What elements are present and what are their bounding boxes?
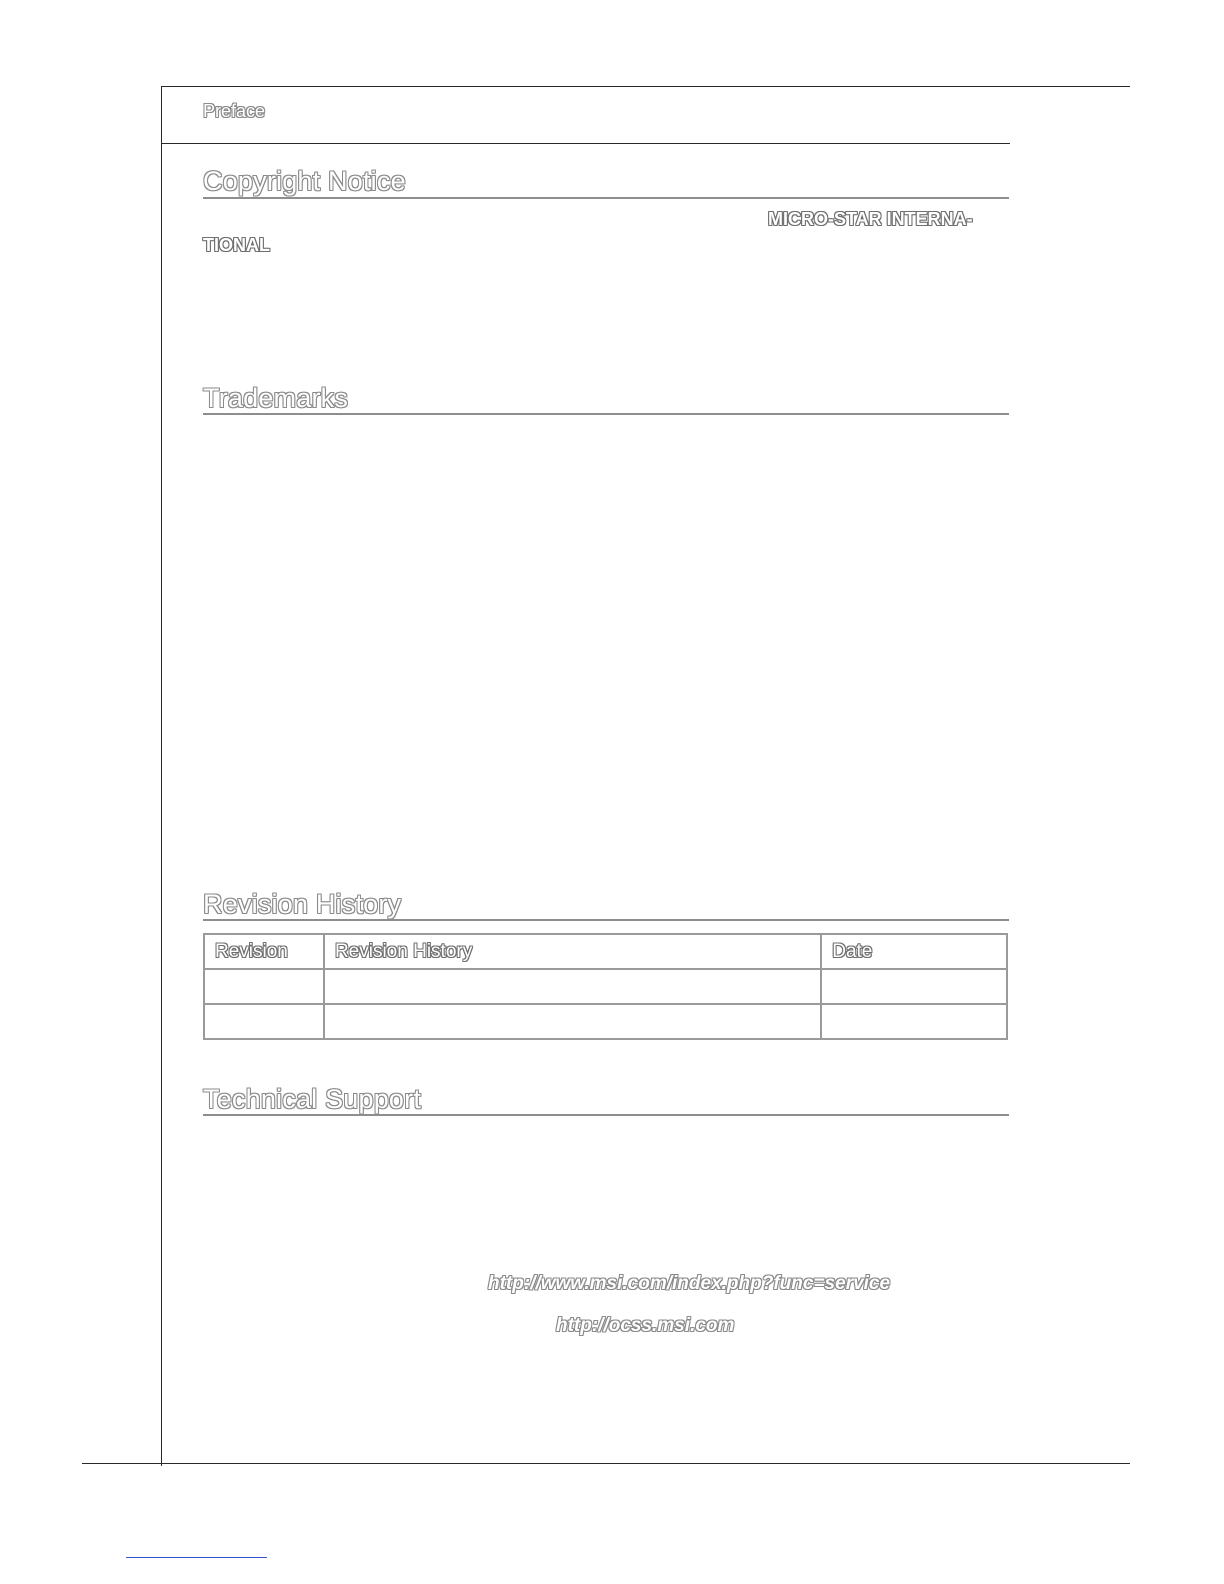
footer-link-underline: [126, 1557, 267, 1558]
copyright-title-rule: [203, 197, 1009, 199]
table-cell: [821, 969, 1007, 1004]
technical-support-title-rule: [203, 1114, 1009, 1116]
revision-history-title: Revision History: [203, 889, 402, 919]
service-link[interactable]: http://www.msi.com/index.php?func=service: [488, 1273, 891, 1294]
technical-support-title: Technical Support: [203, 1084, 422, 1114]
header-rule: [162, 143, 1010, 144]
table-row: [204, 969, 1007, 1004]
table-cell: [324, 1004, 821, 1039]
trademarks-title-rule: [203, 413, 1009, 415]
column-header-revision: Revision: [204, 934, 324, 969]
table-cell: [821, 1004, 1007, 1039]
table-row: [204, 1004, 1007, 1039]
column-header-date: Date: [821, 934, 1007, 969]
frame-left-rule: [161, 86, 162, 1466]
revision-history-title-rule: [203, 919, 1009, 921]
frame-bottom-rule: [82, 1463, 1130, 1464]
table-header-row: [204, 934, 1007, 969]
ocss-link[interactable]: http://ocss.msi.com: [556, 1315, 735, 1336]
table-cell: [324, 969, 821, 1004]
column-header-revision-history: Revision History: [324, 934, 821, 969]
revision-table: [203, 933, 1008, 1040]
company-name-part2: TIONAL: [203, 235, 270, 255]
running-head: Preface: [203, 101, 266, 121]
frame-top-rule: [162, 86, 1130, 87]
trademarks-title: Trademarks: [203, 383, 349, 413]
table-cell: [204, 969, 324, 1004]
table-cell: [204, 1004, 324, 1039]
copyright-title: Copyright Notice: [203, 166, 406, 196]
company-name-part1: MICRO-STAR INTERNA-: [768, 209, 973, 229]
